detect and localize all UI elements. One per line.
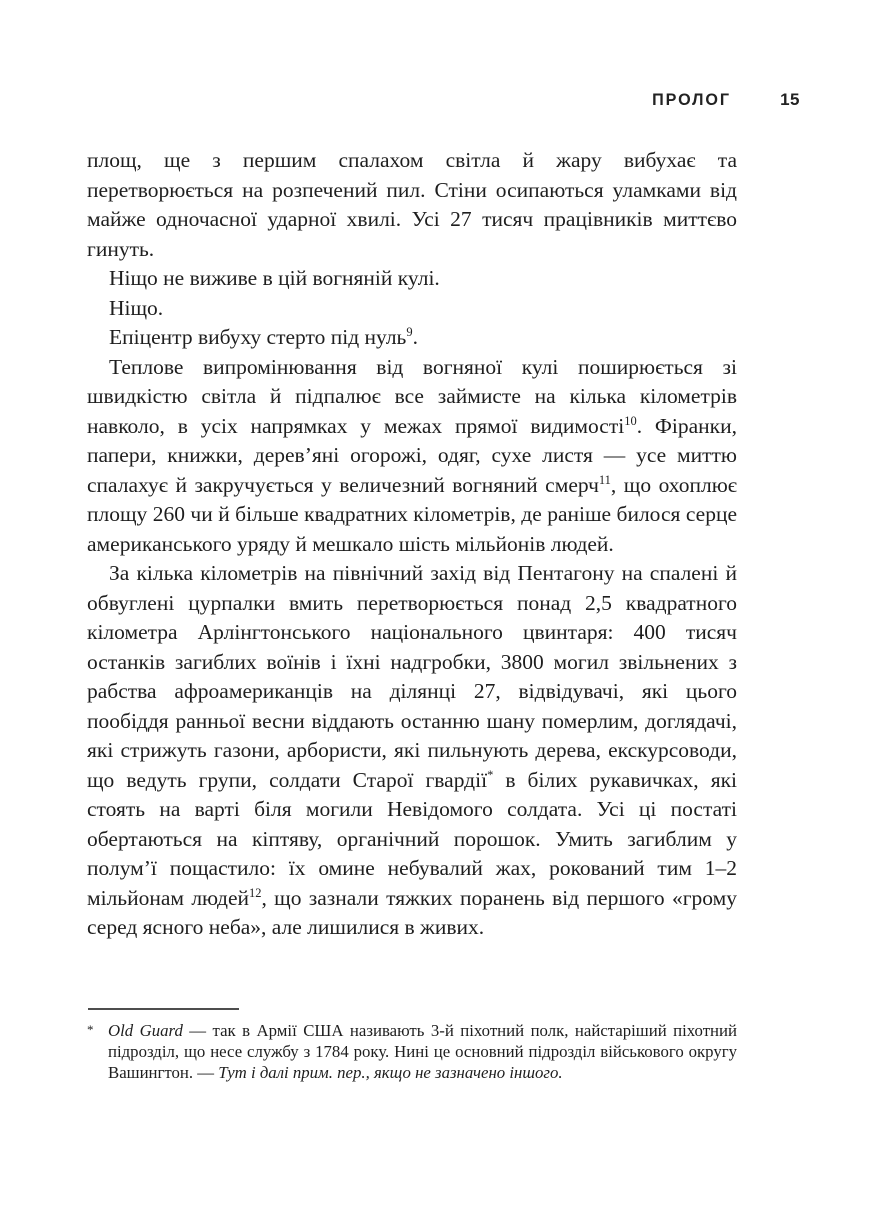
footnote-reference: 9 — [406, 324, 413, 339]
paragraph — [87, 559, 737, 943]
text-segment: Old Guard — [108, 1021, 183, 1040]
text-segment: , що охоплює площу 260 чи й більше квадратних кілометрів, де раніше билося серце американського уряду й мешкало шість мільйонів людей. — [87, 472, 737, 556]
paragraph — [87, 146, 737, 264]
paragraph — [87, 264, 737, 294]
text-segment: Ніщо. — [109, 295, 164, 320]
text-segment: площ, ще з першим спалахом світла й жару вибухає та перетворюється на розпечений пил. Стіни осипаються уламками від майже одночасної ударної хвилі. Усі 27 тисяч працівників миттєво гинуть. — [87, 148, 737, 261]
text-segment: Теплове випромінювання від вогняної кулі поширюється зі швидкістю світла й підпалює все займисте на кілька кілометрів навколо, в усіх напрямках у межах прямої видимості — [87, 354, 737, 438]
paragraph — [87, 294, 737, 324]
text-segment: . Фіранки, папери, книжки, дерев’яні огорожі, одяг, сухе листя — усе миттю спалахує й закручується у величезний вогняний смерч — [87, 413, 737, 497]
page-header — [87, 90, 800, 110]
text-segment: Ніщо не виживе в цій вогняній кулі. — [109, 266, 440, 290]
paragraph — [87, 323, 737, 353]
text-segment: . — [412, 325, 418, 349]
footnote-reference: 11 — [598, 472, 611, 487]
footnote-reference: * — [487, 767, 494, 782]
text-segment: — так в Армії США називають 3-й піхотний полк, найстаріший піхотний підрозділ, що несе службу з 1784 року. Нині це основний підрозділ військового округу Вашингтон. — — [108, 1021, 737, 1082]
text-segment: в білих рукавичках, які стоять на варті біля могили Невідомого солдата. Усі ці постаті обертаються на кіптяву, органічний порошок. Умить загиблим у полум’ї пощастило: їх омине небувалий жах, рокований тим 1–2 мільйонам людей — [87, 767, 738, 910]
text-segment: За кілька кілометрів на північний захід від Пентагону на спалені й обвуглені цурпалки вмить перетворюється понад 2,5 квадратного кілометра Арлінгтонського національного цвинтаря: 400 тисяч останків загиблих воїнів і їхні надгробки, 3800 могил звільнених з рабства афроамериканців на ділянці 27, відвідувачі, які цього пообіддя ранньої весни віддають останню шану померлим, доглядачі, які стрижуть газони, арбористи, які пильнують дерева, екскурсоводи, що ведуть групи, солдати Старої гвардії — [87, 561, 737, 792]
text-segment: , що зазнали тяжких поранень від першого «грому серед ясного неба», але лишилися в живих. — [87, 885, 737, 939]
text-segment: Тут і далі прим. пер., якщо не зазначено іншого. — [218, 1062, 563, 1082]
footnote-separator — [88, 1008, 239, 1010]
running-title: ПРОЛОГ — [652, 90, 732, 109]
paragraph — [87, 353, 737, 560]
body-text — [87, 146, 737, 943]
page-number: 15 — [780, 90, 800, 109]
footnote — [87, 1021, 737, 1083]
footnote-reference: 10 — [624, 413, 637, 428]
footnote-text — [108, 1021, 737, 1082]
footnote-reference: 12 — [249, 885, 262, 900]
footnote-marker: * — [87, 1022, 94, 1037]
text-segment: Епіцентр вибуху стерто під нуль — [109, 325, 407, 349]
